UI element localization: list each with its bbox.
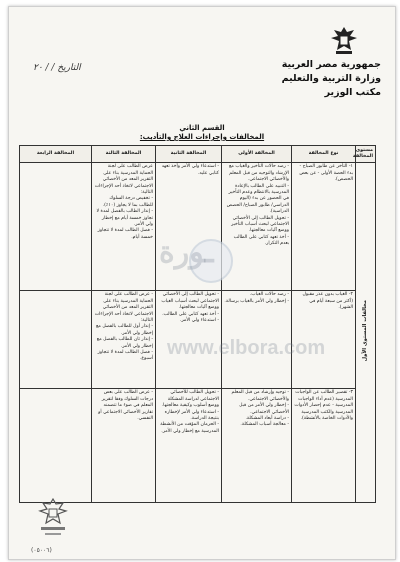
header-type: نوع المخالفة xyxy=(292,146,356,163)
second-offense-cell: - تحويل الطالب إلى الأخصائي الاجتماعي لبحث أسباب الغياب ووضع آليات معالجتها. - أخذ تعهد كتابي على الطالب. - استدعاء ولي الأمر. xyxy=(156,290,222,388)
date-field: التاريخ / / ٢٠ xyxy=(33,63,81,73)
first-offense-cell: - توجيه وإرشاد من قبل المعلم والأخصائي الاجتماعي. - إخطار ولي الأمر من قبل الأخصائي الاجتماعي. - دراسة أبعاد المشكلة. - معالجة أسباب المشكلة. xyxy=(222,388,292,502)
third-offense-cell: - عرض الطالب على بعض درجات السلوك وفقا لتقرير المعلم في ضوء ما تتضمنه تقارير الأخصائي الاجتماعي أو النفسي. xyxy=(92,388,156,502)
stamp-number: (٠٥٠٠٦) xyxy=(31,547,52,554)
first-offense-cell: - رصد حالات التأخير والغياب مع الإرشاد والتوجيه من قبل المعلم والأخصائي الاجتماعي. - التنبيه على الطالب بالإعادة المدرسية بالانتظام وعدم التأخير في الحضور عن بدء (اليوم الدراسي/ طابور الصباح/ الحصص الدراسية). - تحويل الطالب إلى الأخصائي الاجتماعي لبحث أسباب التأخير ووضع آليات معالجتها. - أخذ تعهد كتابي على الطالب بعدم التكرار. xyxy=(222,162,292,290)
ministry-name: وزارة التربية والتعليم xyxy=(281,73,381,84)
second-offense-cell: - تحويل الطالب للأخصائي الاجتماعي لدراسة المشكلة ووضع أسلوب وكيفية معالجتها. - استدعاء ولي الأمر لإخطاره بنتيجة الدراسة. - الحرمان المؤقت من الأنشطة المدرسية مع إخطار ولي الأمر. xyxy=(156,388,222,502)
fourth-offense-cell xyxy=(20,162,92,290)
watermark-text: ـورة xyxy=(159,236,214,269)
header-first: المخالفة الأولى xyxy=(222,146,292,163)
header-fourth: المخالفة الرابعة xyxy=(20,146,92,163)
official-stamp-icon xyxy=(31,495,75,543)
eagle-emblem-icon xyxy=(327,23,361,57)
fourth-offense-cell xyxy=(20,290,92,388)
document-page xyxy=(8,6,396,560)
section-title: القسم الثاني xyxy=(179,124,225,132)
table-row xyxy=(20,388,376,502)
header-second: المخالفة الثانية xyxy=(156,146,222,163)
header-third: المخالفة الثالثة xyxy=(92,146,156,163)
level-label: مخالفات المستوى الأول xyxy=(362,300,369,362)
header-level: مستوى المخالفة xyxy=(356,146,376,163)
section-subtitle: المخالفات وإجراءات العلاج والتأديب: xyxy=(139,133,265,141)
document-header xyxy=(9,7,395,117)
fourth-offense-cell xyxy=(20,388,92,502)
republic-name: جمهورية مصر العربية xyxy=(281,59,381,70)
office-name: مكتب الوزير xyxy=(324,87,381,98)
watermark-url: www.elbora.com xyxy=(167,337,326,359)
level-cell xyxy=(356,162,376,502)
violations-table xyxy=(19,145,376,503)
violation-type-cell: ٣- تقصير الطالب عن الواجبات المدرسية (عدم أداء الواجبات المدرسية - عدم إحضار الأدوات المدرسية والكتب المدرسية والأدوات الخاصة بالأنشطة). xyxy=(292,388,356,502)
second-offense-cell: - استدعاء ولي الأمر وأخذ تعهد كتابي عليه. xyxy=(156,162,222,290)
violation-type-cell: ٢- الغياب بدون عذر مقبول (أكثر من سبعة أيام في الشهر). xyxy=(292,290,356,388)
table-header-row xyxy=(20,146,376,163)
third-offense-cell: - عرض الطالب على لجنة الحماية المدرسية بناء على التقرير المعد من الأخصائي الاجتماعي لاتخاذ أحد الإجراءات التالية: - إنذار أول للطالب بالفصل مع إخطار ولي الأمر. - إنذار ثان للطالب بالفصل مع إخطار ولي الأمر. - فصل الطالب لمدة لا تتجاوز أسبوع. xyxy=(92,290,156,388)
third-offense-cell: عرض الطالب على لجنة الحماية المدرسية بناء على التقرير المعد من الأخصائي الاجتماعي لاتخاذ أحد الإجراءات التالية: - تخفيض درجة السلوك للطالب بما لا يجاوز (١٠٪). - إنذار الطالب بالفصل لمدة لا تجاوز خمسة أيام مع إخطار ولي الأمر. - فصل الطالب لمدة لا تتجاوز خمسة أيام. xyxy=(92,162,156,290)
first-offense-cell: - رصد حالات الغياب. - إخطار ولي الأمر بالغياب برسالة. xyxy=(222,290,292,388)
violation-type-cell: ١- التأخر عن طابور الصباح - بدء الحصة الأولى - عن بعض الحصص). xyxy=(292,162,356,290)
